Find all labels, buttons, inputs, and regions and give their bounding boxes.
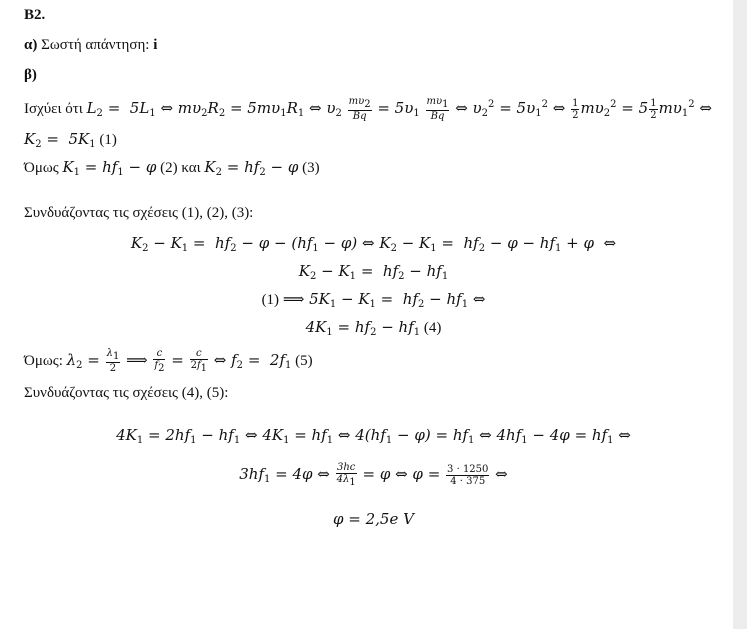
combine-1: Συνδυάζοντας τις σχέσεις (1), (2), (3):	[24, 205, 254, 221]
eq-row-3: (1) ⟹ $5K_1 - K_1 = hf_2 - hf_1$ ⇔	[261, 290, 486, 310]
eq-line-3-tag-2: (2)	[160, 160, 178, 176]
heading: B2.	[24, 7, 46, 23]
eq-line-3-prefix: Όμως	[24, 160, 59, 176]
eq-row-2: $K_2 - K_1 = hf_2 - hf_1$	[298, 262, 449, 282]
eq-line-3-tag-3: (3)	[302, 160, 320, 176]
frac-hc-num: 3hc	[336, 462, 356, 473]
eq-line-2: $K_2 = 5K_1$ (1)	[24, 130, 117, 150]
frac-hc-den: 4λ	[336, 474, 350, 485]
combine-2: Συνδυάζοντας τις σχέσεις (4), (5):	[24, 385, 229, 401]
part-a-label: α)	[24, 37, 38, 53]
frac-calc-den: 4 · 375	[450, 475, 486, 487]
part-a-answer: i	[153, 37, 158, 53]
eq-line-1-prefix: Ισχύει ότι	[24, 101, 83, 117]
omos-line: Όμως: $\lambda_2$ = $\frac{\lambda 1}{2}$ ⟹ $\frac{c}{f2}$ = $\frac{c}{2f1}$ ⇔ $f_2 = 2f_1$ (5)	[24, 348, 313, 374]
eq-line-3-and: και	[181, 160, 201, 176]
omos-line-tag: (5)	[295, 353, 313, 369]
frac-calc-num: 3 · 1250	[447, 463, 489, 475]
eq-line-1: Ισχύει ότι $L_2 = 5L_1$ ⇔ $m\upsilon_2R_2 = 5m\upsilon_1R_1$ ⇔ $\upsilon_2$ $\frac{m\upsilon 2}{Bq}$ = $5\upsilon_1$ $\frac{m\upsilon 1}{Bq}$ ⇔ $\upsilon_2^2 = 5\upsilon_1^2$ ⇔ $\frac{1}{2}$ $m\upsilon_2^2 = 5$ $\frac{1}{2}$ $m\upsilon_1^2$ ⇔	[24, 96, 712, 122]
eq-line-3: Όμως $K_1 = hf_1 - \varphi$ (2) και $K_2 = hf_2 - \varphi$ (3)	[24, 158, 320, 178]
eq-row-4-tag: (4)	[423, 320, 442, 336]
eq-row-6: $3hf_1 = 4\varphi$ ⇔ $\frac{3hc}{4\lambda 1}$ = φ ⇔ φ = $\frac{3 \cdot 1250}{4 \cdot 375}$ ⇔	[239, 462, 508, 488]
omos-line-prefix: Όμως:	[24, 353, 63, 369]
eq-row-5: $4K_1 = 2hf_1 - hf_1$ ⇔ $4K_1 = hf_1$ ⇔ $4(hf_1 - \varphi) = hf_1$ ⇔ $4hf_1 - 4\varphi = hf_1$ ⇔	[116, 426, 631, 446]
eq-line-2-tag: (1)	[99, 132, 117, 148]
result: φ = 2,5e V	[333, 510, 414, 528]
part-a-text: Σωστή απάντηση:	[41, 37, 150, 53]
eq-row-1: $K_2 - K_1 = hf_2 - \varphi - (hf_1 - \varphi)$ ⇔ $K_2 - K_1 = hf_2 - \varphi - hf_1 + \varphi$ ⇔	[130, 234, 617, 254]
part-b-label: β)	[24, 67, 37, 83]
part-a	[24, 34, 157, 56]
eq-row-4: $4K_1 = hf_2 - hf_1$ (4)	[305, 318, 442, 338]
eq-row-3-prefix: (1)	[261, 292, 280, 308]
